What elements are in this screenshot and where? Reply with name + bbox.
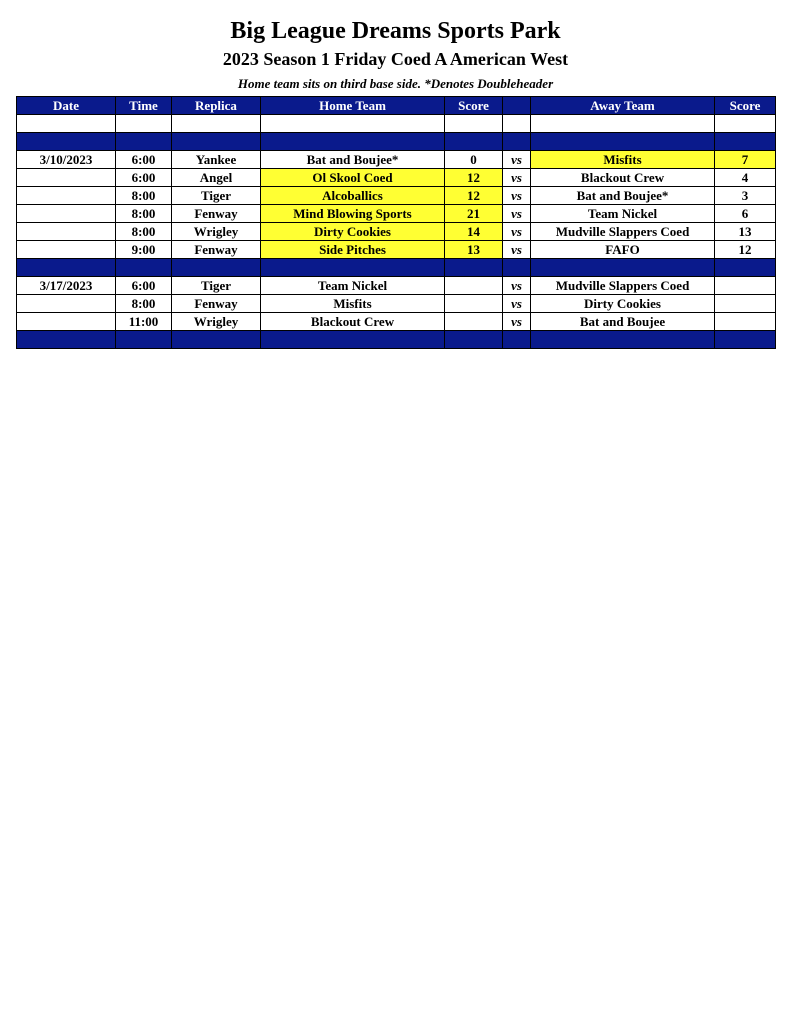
game-field: Tiger — [172, 277, 261, 295]
game-date — [17, 241, 116, 259]
game-field: Fenway — [172, 205, 261, 223]
page-subtitle: 2023 Season 1 Friday Coed A American West — [222, 49, 569, 69]
vs-label: vs — [503, 169, 531, 187]
game-field: Wrigley — [172, 313, 261, 331]
away-team: Mudville Slappers Coed — [531, 223, 715, 241]
home-team: Side Pitches — [261, 241, 445, 259]
away-team: Dirty Cookies — [531, 295, 715, 313]
home-score: 21 — [445, 205, 503, 223]
header-row — [17, 97, 776, 115]
game-time: 6:00 — [116, 151, 172, 169]
home-score: 12 — [445, 169, 503, 187]
away-score: 7 — [715, 151, 776, 169]
table-row — [17, 295, 776, 313]
home-team: Alcoballics — [261, 187, 445, 205]
schedule-table — [16, 96, 776, 349]
doubleheader-note: Home team sits on third base side. *Denotes Doubleheader — [237, 76, 554, 91]
separator-band — [17, 259, 776, 277]
home-score — [445, 313, 503, 331]
away-score: 6 — [715, 205, 776, 223]
home-team: Misfits — [261, 295, 445, 313]
game-time: 8:00 — [116, 295, 172, 313]
away-score: 3 — [715, 187, 776, 205]
away-team: FAFO — [531, 241, 715, 259]
col-home-team: Home Team — [261, 97, 445, 115]
away-score — [715, 313, 776, 331]
home-score — [445, 295, 503, 313]
home-team: Ol Skool Coed — [261, 169, 445, 187]
table-row — [17, 187, 776, 205]
vs-label: vs — [503, 223, 531, 241]
game-time: 6:00 — [116, 169, 172, 187]
vs-label: vs — [503, 313, 531, 331]
game-time: 8:00 — [116, 205, 172, 223]
home-score: 12 — [445, 187, 503, 205]
game-field: Angel — [172, 169, 261, 187]
home-team: Team Nickel — [261, 277, 445, 295]
game-date — [17, 205, 116, 223]
game-time: 8:00 — [116, 187, 172, 205]
col-date: Date — [17, 97, 116, 115]
home-team: Bat and Boujee* — [261, 151, 445, 169]
vs-label: vs — [503, 205, 531, 223]
home-score — [445, 277, 503, 295]
separator-band — [17, 331, 776, 349]
game-field: Fenway — [172, 241, 261, 259]
game-date — [17, 223, 116, 241]
away-score: 12 — [715, 241, 776, 259]
away-team: Misfits — [531, 151, 715, 169]
table-row — [17, 169, 776, 187]
table-row — [17, 223, 776, 241]
vs-label: vs — [503, 295, 531, 313]
col-replica: Replica — [172, 97, 261, 115]
table-row — [17, 151, 776, 169]
game-time: 9:00 — [116, 241, 172, 259]
game-field: Wrigley — [172, 223, 261, 241]
game-field: Yankee — [172, 151, 261, 169]
home-team: Dirty Cookies — [261, 223, 445, 241]
col-vs — [503, 97, 531, 115]
table-row — [17, 205, 776, 223]
table-row — [17, 313, 776, 331]
away-team: Bat and Boujee* — [531, 187, 715, 205]
home-score: 0 — [445, 151, 503, 169]
vs-label: vs — [503, 151, 531, 169]
blank-row — [17, 115, 776, 133]
separator-band — [17, 133, 776, 151]
page-title: Big League Dreams Sports Park — [230, 18, 561, 44]
game-field: Fenway — [172, 295, 261, 313]
col-home-score: Score — [445, 97, 503, 115]
away-team: Team Nickel — [531, 205, 715, 223]
game-time: 6:00 — [116, 277, 172, 295]
away-score: 4 — [715, 169, 776, 187]
game-date — [17, 295, 116, 313]
schedule-body — [17, 115, 776, 349]
col-away-team: Away Team — [531, 97, 715, 115]
away-team: Blackout Crew — [531, 169, 715, 187]
away-team: Mudville Slappers Coed — [531, 277, 715, 295]
vs-label: vs — [503, 187, 531, 205]
col-time: Time — [116, 97, 172, 115]
away-team: Bat and Boujee — [531, 313, 715, 331]
home-score: 14 — [445, 223, 503, 241]
game-time: 11:00 — [116, 313, 172, 331]
table-row — [17, 277, 776, 295]
vs-label: vs — [503, 277, 531, 295]
game-field: Tiger — [172, 187, 261, 205]
away-score: 13 — [715, 223, 776, 241]
home-team: Mind Blowing Sports — [261, 205, 445, 223]
game-date — [17, 169, 116, 187]
game-date: 3/10/2023 — [17, 151, 116, 169]
away-score — [715, 295, 776, 313]
game-time: 8:00 — [116, 223, 172, 241]
col-away-score: Score — [715, 97, 776, 115]
game-date: 3/17/2023 — [17, 277, 116, 295]
table-row — [17, 241, 776, 259]
vs-label: vs — [503, 241, 531, 259]
away-score — [715, 277, 776, 295]
home-score: 13 — [445, 241, 503, 259]
game-date — [17, 187, 116, 205]
game-date — [17, 313, 116, 331]
home-team: Blackout Crew — [261, 313, 445, 331]
